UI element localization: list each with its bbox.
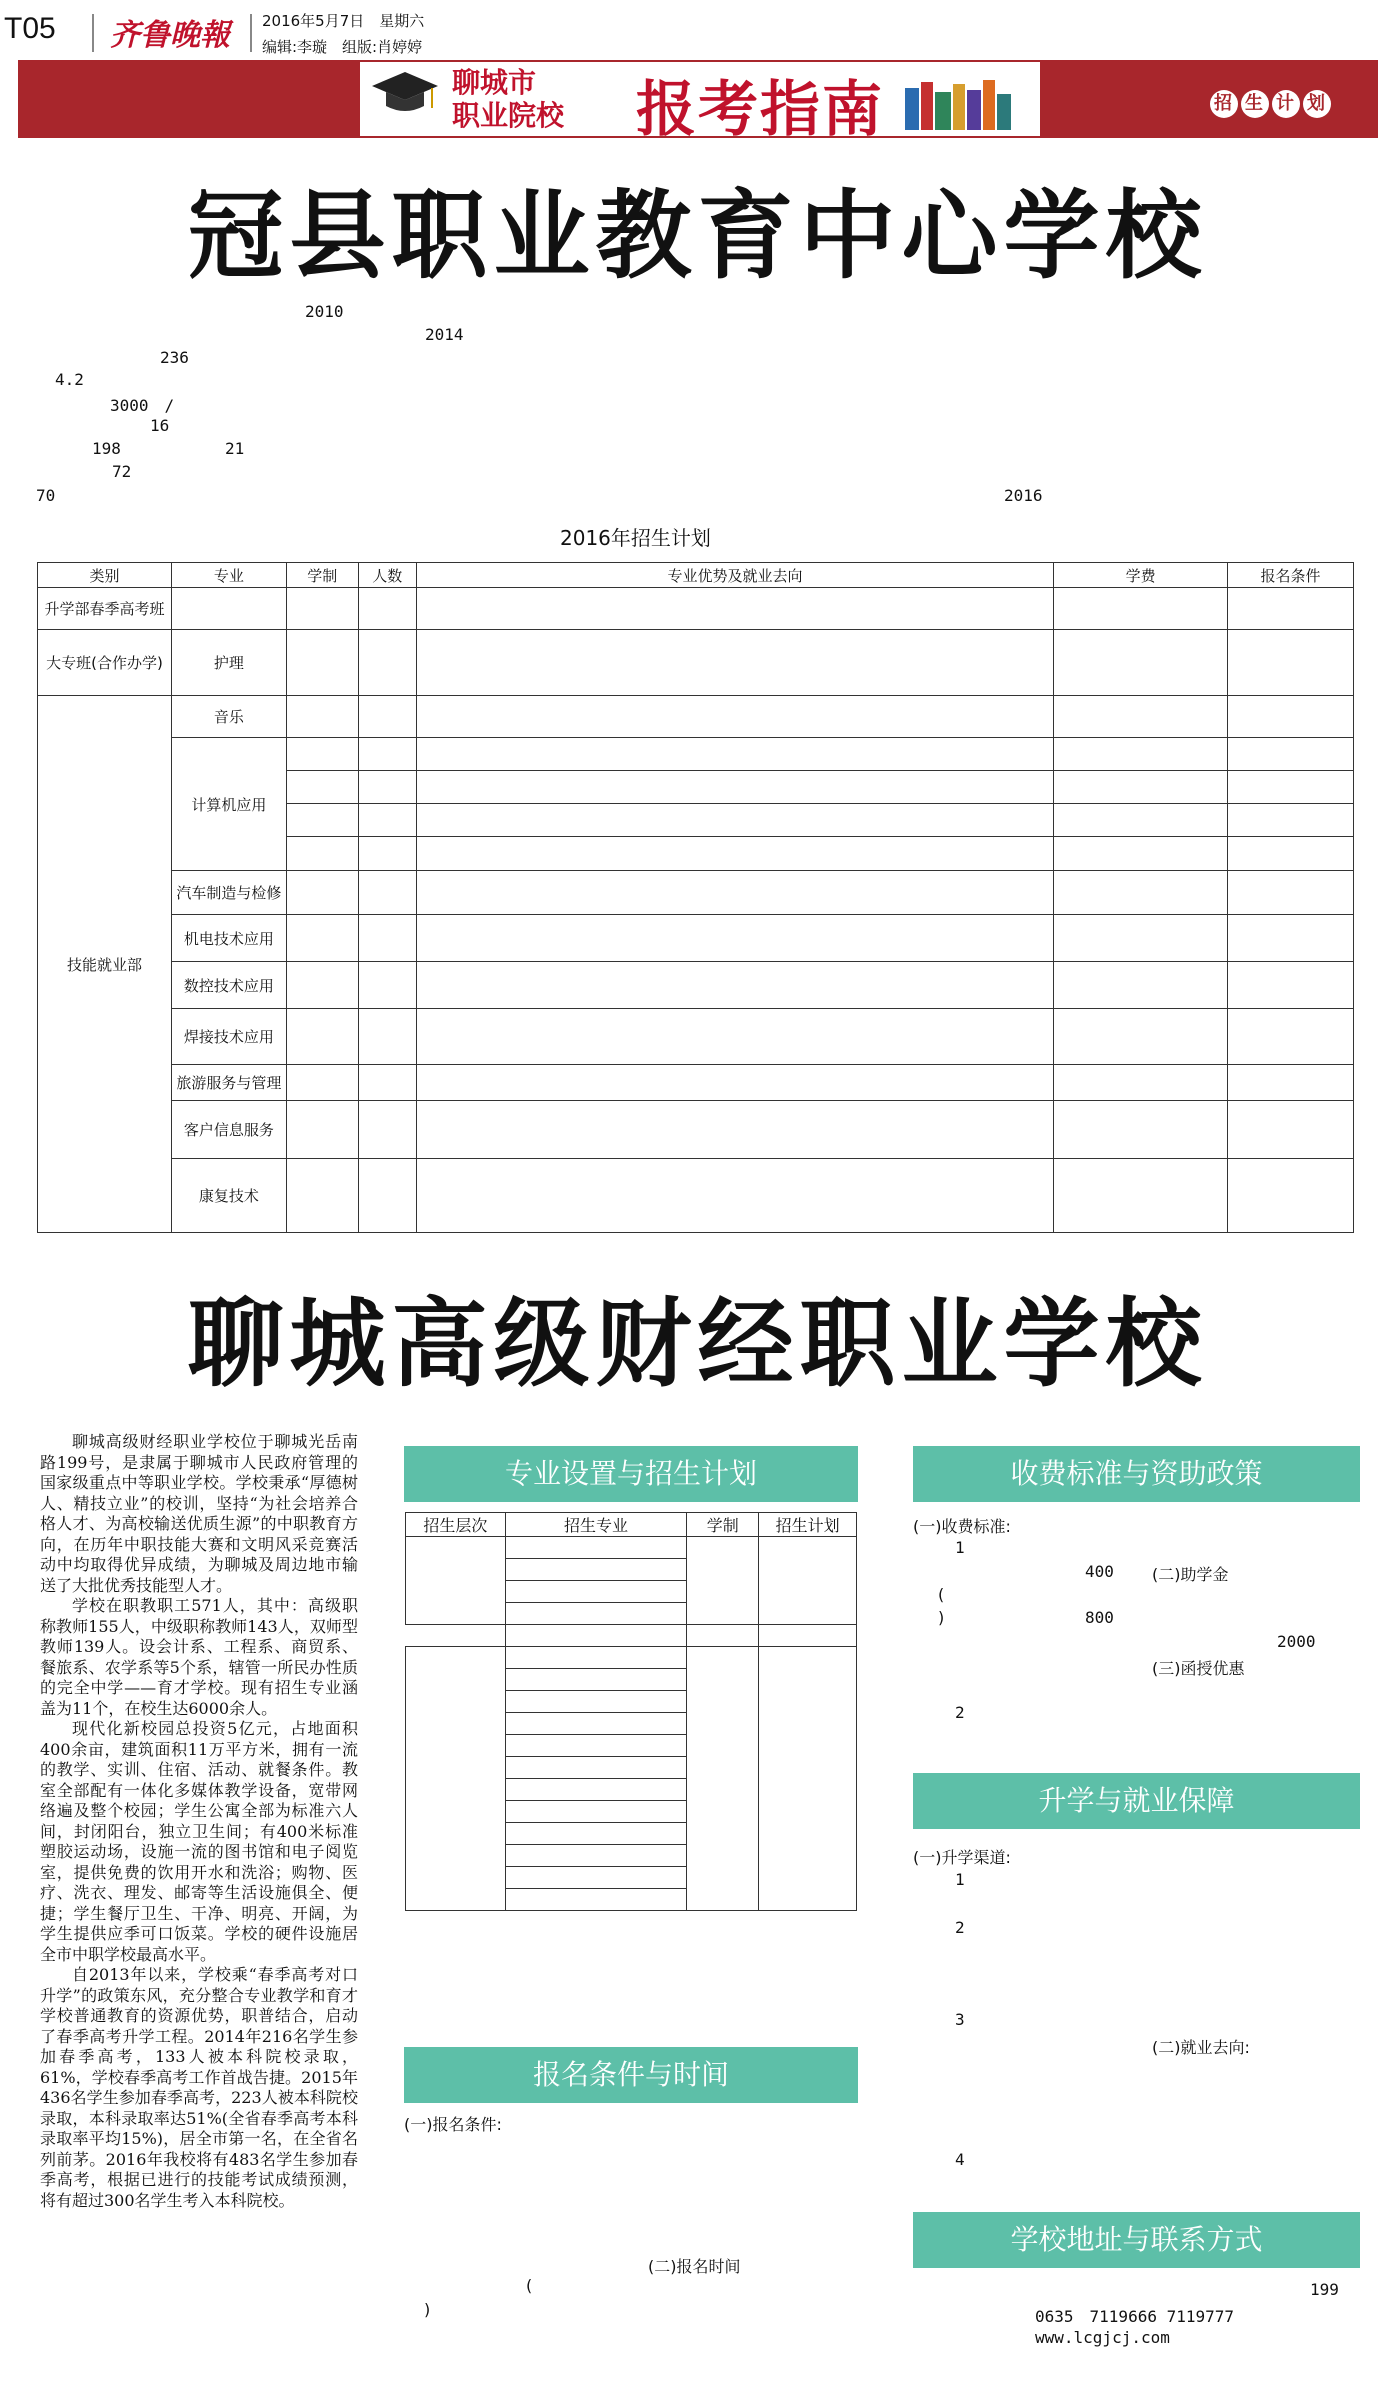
- major-cell: 客户信息服务: [171, 1101, 286, 1159]
- text-fragment: 70: [36, 486, 56, 505]
- editor-credit: 编辑:李璇 组版:肖婷婷: [262, 38, 423, 56]
- table-row: [38, 871, 1354, 915]
- table-header: 学费: [1054, 563, 1228, 588]
- table-header: 招生层次: [406, 1513, 506, 1537]
- banner-title-small: [452, 66, 564, 132]
- table-row: [38, 696, 1354, 738]
- table-header: 专业: [171, 563, 286, 588]
- banner-tag-char: 招: [1210, 90, 1238, 118]
- enrollment-plan-table: [37, 562, 1354, 1233]
- major-cell: 音乐: [171, 696, 286, 738]
- plan-title: 2016年招生计划: [560, 526, 711, 550]
- table-header: 学制: [286, 563, 358, 588]
- major-cell: 焊接技术应用: [171, 1009, 286, 1065]
- enroll-section-header: 报名条件与时间: [404, 2047, 858, 2103]
- page-number: T05: [4, 12, 56, 45]
- admission-label: (一)升学渠道:: [913, 1848, 1011, 1867]
- table-header: 招生专业: [505, 1513, 687, 1537]
- phone-number: 0635 7119666 7119777: [1035, 2307, 1235, 2326]
- text-fragment: 2: [955, 1918, 965, 1937]
- table-row: [38, 962, 1354, 1009]
- majors-section-header: 专业设置与招生计划: [404, 1446, 858, 1502]
- issue-date: 2016年5月7日 星期六: [262, 12, 425, 30]
- table-row: [38, 1065, 1354, 1101]
- major-cell: 计算机应用: [171, 738, 286, 871]
- text-fragment: (: [938, 1585, 945, 1604]
- banner-tag: [1210, 90, 1334, 118]
- graduation-cap-icon: [370, 68, 440, 120]
- major-cell: 机电技术应用: [171, 915, 286, 962]
- table-header: 学制: [687, 1513, 759, 1537]
- major-cell: 数控技术应用: [171, 962, 286, 1009]
- intro-paragraph: 自2013年以来，学校乘“春季高考对口升学”的政策东风，充分整合专业教学和育才学校普通教育的资源优势，职普结合，启动了春季高考升学工程。2014年216名学生参加春季高考，133人被本科院校录取，61%，学校春季高考工作首战告捷。2015年436名学生参加春季高考，223人被本科院校录取，本科录取率达51%(全省春季高考本科录取率平均15%)，居全市第一名，在全省名列前茅。2016年我校将有483名学生参加春季高考，根据已进行的技能考试成绩预测，将有超过300名学生考入本科院校。: [40, 1965, 358, 2210]
- text-fragment: 1: [955, 1538, 965, 1557]
- table-header: 专业优势及就业去向: [416, 563, 1053, 588]
- table-row: [38, 630, 1354, 696]
- intro-paragraph: 学校在职教职工571人，其中：高级职称教师155人，中级职称教师143人，双师型教师139人。设会计系、工程系、商贸系、餐旅系、农学系等5个系，辖管一所民办性质的完全中学——育才学校。现有招生专业涵盖为11个，在校生达6000余人。: [40, 1596, 358, 1718]
- contact-section-header: 学校地址与联系方式: [913, 2212, 1360, 2268]
- intro-paragraph: 现代化新校园总投资5亿元，占地面积400余亩，建筑面积11万平方米，拥有一流的教学、实训、住宿、活动、就餐条件。教室全部配有一体化多媒体教学设备，宽带网络遍及整个校园；学生公寓全部为标准六人间，封闭阳台，独立卫生间；有400米标准塑胶运动场，设施一流的图书馆和电子阅览室，提供免费的饮用开水和洗浴；购物、医疗、洗衣、理发、邮寄等生活设施俱全、便捷；学生餐厅卫生、干净、明亮、开阔，为学生提供应季可口饭菜。学校的硬件设施居全市中职学校最高水平。: [40, 1719, 358, 1964]
- text-fragment: 199: [1310, 2280, 1339, 2299]
- major-cell: 护理: [171, 630, 286, 696]
- text-fragment: 198: [92, 439, 121, 458]
- text-fragment: 400: [1085, 1562, 1114, 1581]
- text-fragment: 2: [955, 1703, 965, 1722]
- table-row: [38, 588, 1354, 630]
- banner-tag-char: 计: [1272, 90, 1300, 118]
- banner-title: 报考指南: [636, 75, 884, 145]
- text-fragment: 2010: [305, 302, 344, 321]
- banner-tag-char: 生: [1241, 90, 1269, 118]
- text-fragment: 1: [955, 1870, 965, 1889]
- banner-city: 聊城市: [452, 66, 537, 99]
- text-fragment: 16: [150, 416, 170, 435]
- table-header: 招生计划: [759, 1513, 857, 1537]
- text-fragment: 3000 /: [110, 396, 175, 415]
- fees-label: (一)收费标准:: [913, 1517, 1011, 1536]
- table-header-row: [406, 1513, 857, 1537]
- category-cell: 技能就业部: [38, 696, 172, 1233]
- text-fragment: (: [526, 2276, 533, 2295]
- website-url: www.lcgjcj.com: [1035, 2328, 1170, 2347]
- enroll-conditions-label: (一)报名条件:: [404, 2115, 502, 2134]
- table-row: [38, 738, 1354, 771]
- table-row: [38, 915, 1354, 962]
- text-fragment: ): [424, 2300, 431, 2319]
- school-intro: [40, 1432, 358, 2211]
- enroll-time-label: (二)报名时间: [648, 2257, 741, 2276]
- text-fragment: 800: [1085, 1608, 1114, 1627]
- fees-section-header: 收费标准与资助政策: [913, 1446, 1360, 1502]
- text-fragment: 236: [160, 348, 189, 367]
- text-fragment: 2000: [1277, 1632, 1316, 1651]
- table-row: [38, 1159, 1354, 1233]
- table-header: 类别: [38, 563, 172, 588]
- major-cell: 康复技术: [171, 1159, 286, 1233]
- text-fragment: ): [938, 1608, 945, 1627]
- school2-title: 聊城高级财经职业学校: [187, 1288, 1208, 1400]
- text-fragment: 3: [955, 2010, 965, 2029]
- banner-school: 职业院校: [452, 99, 565, 132]
- table-header: 报名条件: [1228, 563, 1354, 588]
- majors-table: [405, 1512, 857, 1911]
- career-section-header: 升学与就业保障: [913, 1773, 1360, 1829]
- text-fragment: 72: [112, 462, 132, 481]
- category-cell: 升学部春季高考班: [38, 588, 172, 630]
- books-icon: [905, 78, 1025, 130]
- school1-title: 冠县职业教育中心学校: [187, 180, 1208, 292]
- text-fragment: 2016: [1004, 486, 1043, 505]
- major-cell: 旅游服务与管理: [171, 1065, 286, 1101]
- text-fragment: 21: [225, 439, 245, 458]
- table-header: 人数: [358, 563, 416, 588]
- intro-paragraph: 聊城高级财经职业学校位于聊城光岳南路199号，是隶属于聊城市人民政府管理的国家级重点中等职业学校。学校秉承“厚德树人、精技立业”的校训，坚持“为社会培养合格人才、为高校输送优质生源”的中职教育方向，在历年中职技能大赛和文明风采竞赛活动中均取得优异成绩，为聊城及周边地市输送了大批优秀技能型人才。: [40, 1432, 358, 1595]
- major-cell: 汽车制造与检修: [171, 871, 286, 915]
- text-fragment: 4: [955, 2150, 965, 2169]
- text-fragment: 4.2: [55, 370, 84, 389]
- grant-label: (二)助学金: [1152, 1565, 1229, 1584]
- header-divider: [92, 14, 94, 52]
- newspaper-logo: 齐鲁晚報: [110, 18, 230, 53]
- table-row: [38, 1009, 1354, 1065]
- banner-tag-char: 划: [1303, 90, 1331, 118]
- header-divider: [250, 14, 252, 52]
- table-row: [38, 1101, 1354, 1159]
- table-header-row: [38, 563, 1354, 588]
- employment-label: (二)就业去向:: [1152, 2038, 1250, 2057]
- text-fragment: 2014: [425, 325, 464, 344]
- discount-label: (三)函授优惠: [1152, 1659, 1245, 1678]
- category-cell: 大专班(合作办学): [38, 630, 172, 696]
